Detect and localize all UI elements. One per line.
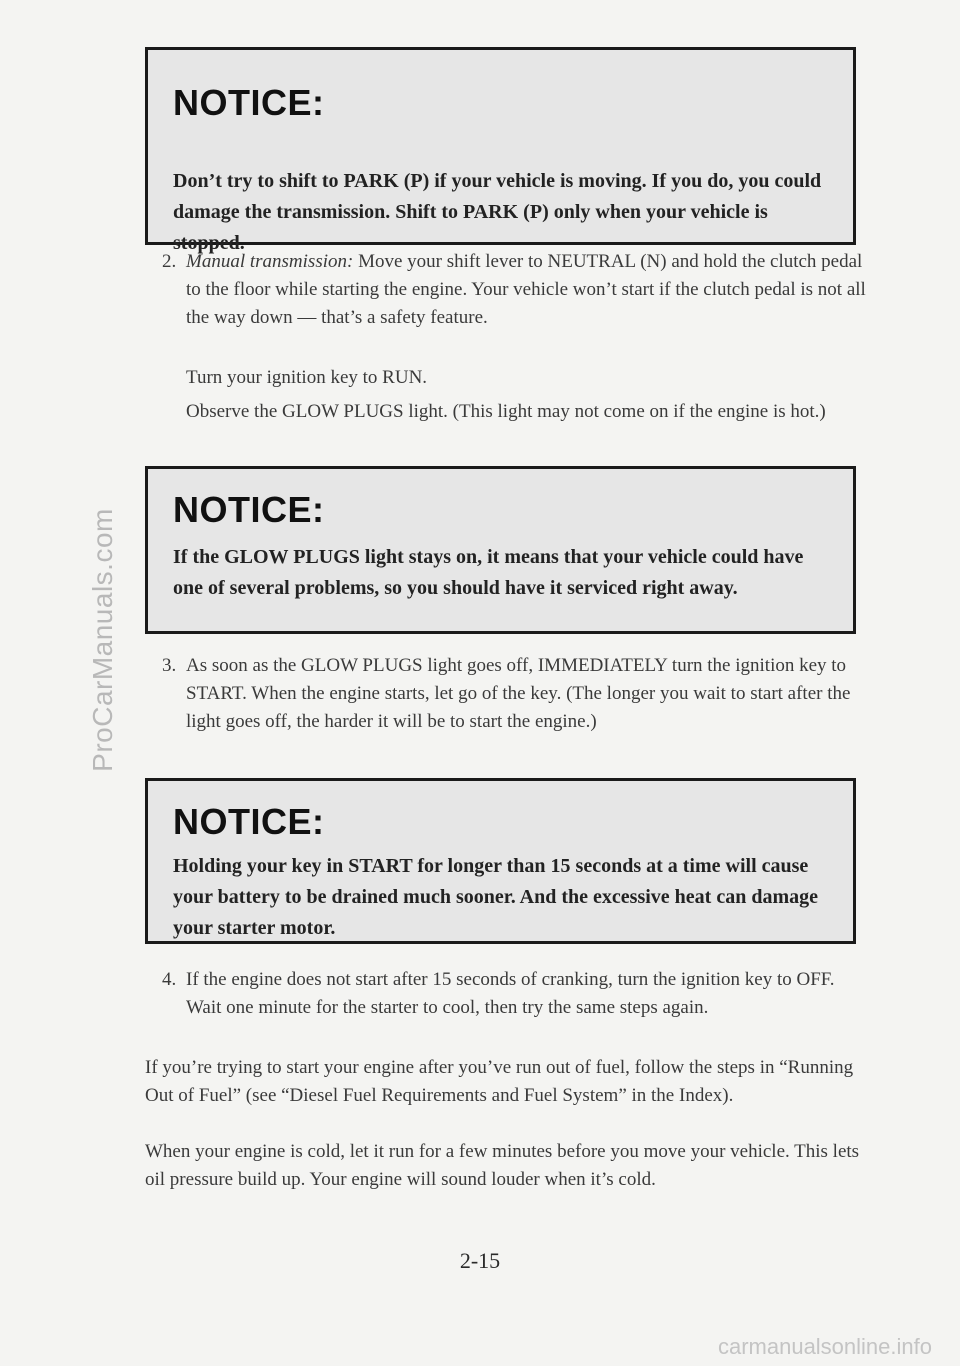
step-number: 3. bbox=[162, 655, 177, 676]
notice-box-start bbox=[145, 778, 856, 944]
step-2-run: Turn your ignition key to RUN. bbox=[186, 367, 428, 388]
notice-heading: NOTICE: bbox=[173, 801, 325, 842]
notice-heading: NOTICE: bbox=[173, 82, 325, 123]
notice-body: Don’t try to shift to PARK (P) if your vehicle is moving. If you do, you could damage the transmission. Shift to PARK (P) only when your vehicle is stopped. bbox=[173, 170, 822, 254]
step-3 bbox=[162, 652, 872, 736]
page-number: 2-15 bbox=[459, 1248, 501, 1273]
step-2-observe: Observe the GLOW PLUGS light. (This light may not come on if the engine is hot.) bbox=[186, 401, 826, 422]
step-4 bbox=[162, 966, 872, 1022]
step-label: Manual transmission: bbox=[186, 251, 354, 272]
paragraph-fuel: If you’re trying to start your engine after you’ve run out of fuel, follow the steps in “Running Out of Fuel” (see “Diesel Fuel Requirements and Fuel System” in the Index). bbox=[145, 1057, 854, 1106]
step-2 bbox=[162, 248, 872, 332]
notice-box-park bbox=[145, 47, 856, 254]
bottom-watermark: carmanualsonline.info bbox=[717, 1334, 932, 1359]
step-text: If the engine does not start after 15 seconds of cranking, turn the ignition key to OFF. Wait one minute for the starter to cool, then try the same steps again. bbox=[186, 969, 835, 1018]
notice-body: Holding your key in START for longer than 15 seconds at a time will cause your battery to be drained much sooner. And the excessive heat can damage your starter motor. bbox=[173, 855, 818, 939]
step-text bbox=[186, 248, 872, 332]
notice-body: If the GLOW PLUGS light stays on, it means that your vehicle could have one of several problems, so you should have it serviced right away. bbox=[173, 546, 804, 599]
paragraph-cold-engine: When your engine is cold, let it run for a few minutes before you move your vehicle. This lets oil pressure build up. Your engine will sound louder when it’s cold. bbox=[145, 1141, 860, 1190]
step-number: 4. bbox=[162, 969, 177, 990]
step-body: Move your shift lever to NEUTRAL (N) and hold the clutch pedal to the floor while starting the engine. Your vehicle won’t start if the clutch pedal is not all the way down — that’s a safety feature. bbox=[186, 251, 866, 328]
step-number: 2. bbox=[162, 251, 177, 272]
side-watermark: ProCarManuals.com bbox=[87, 508, 118, 772]
step-text: As soon as the GLOW PLUGS light goes off, IMMEDIATELY turn the ignition key to START. When the engine starts, let go of the key. (The longer you wait to start after the light goes off, the harder it will be to start the engine.) bbox=[186, 655, 851, 732]
notice-box-glow-plugs bbox=[145, 466, 856, 634]
notice-heading: NOTICE: bbox=[173, 489, 325, 530]
